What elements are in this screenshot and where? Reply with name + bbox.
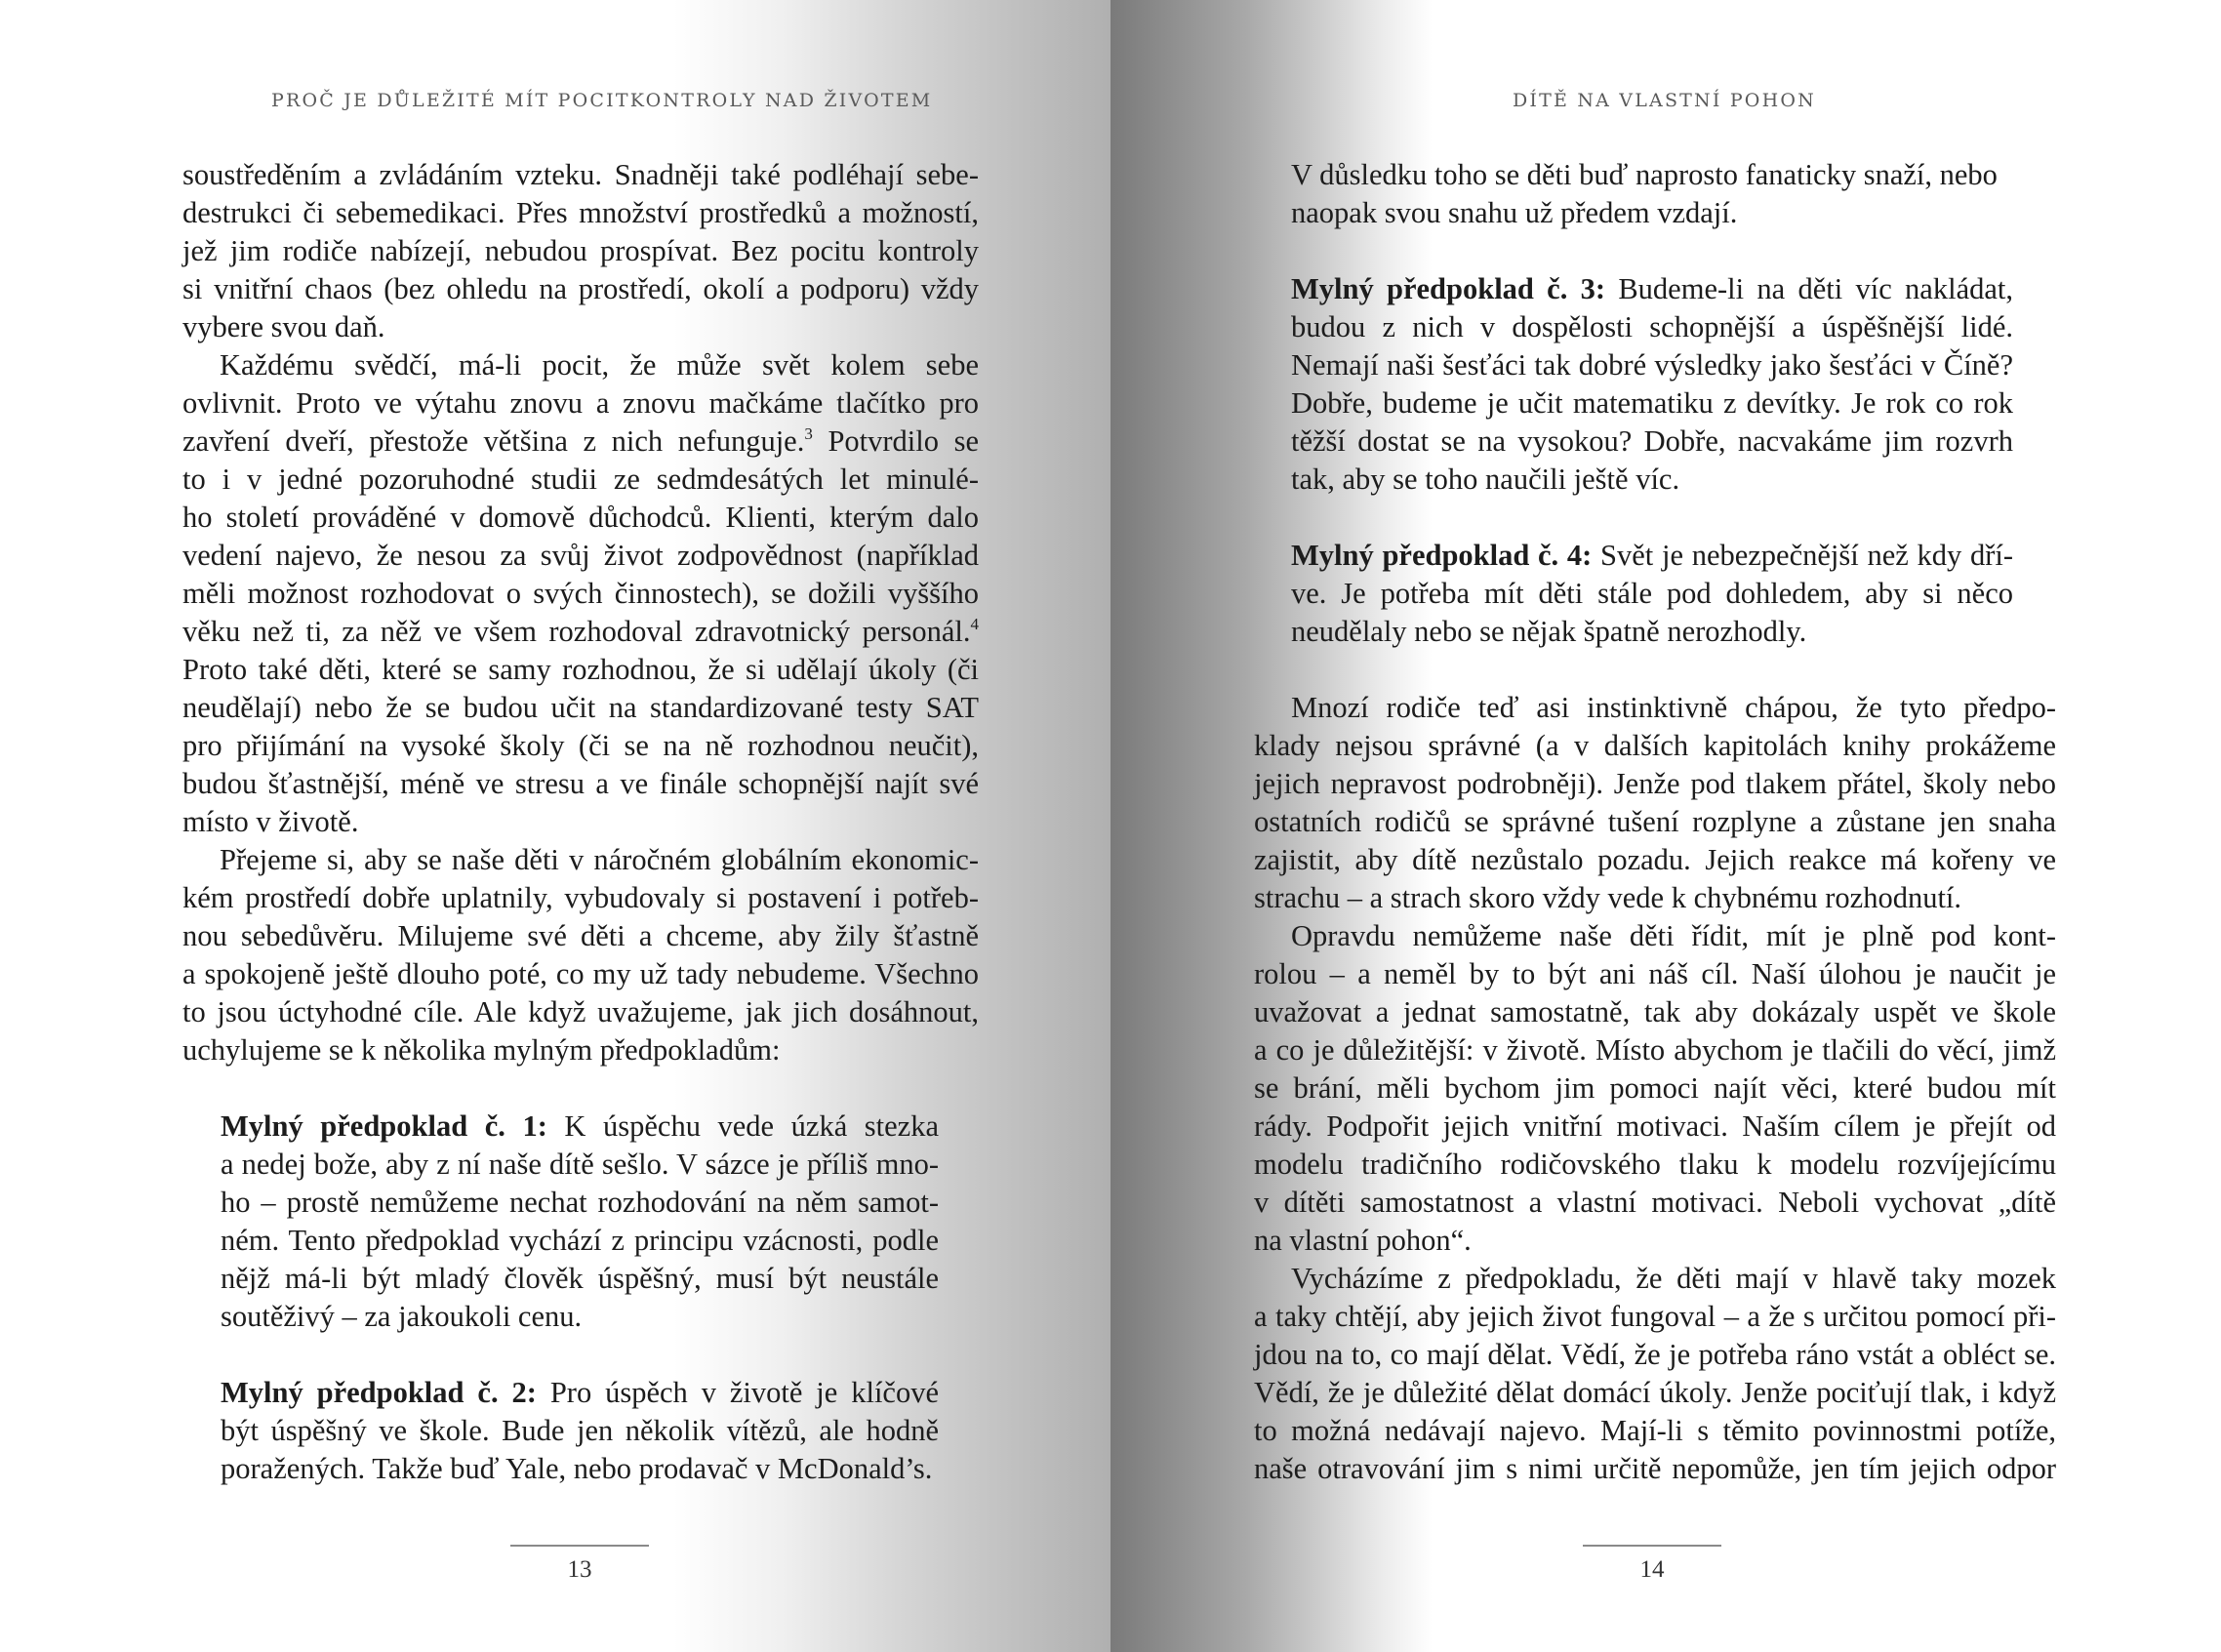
text-line: měli možnost rozhodovat o svých činnostech), se dožili vyššího <box>182 577 979 610</box>
footnote-reference[interactable]: 4 <box>970 615 979 633</box>
text-line: a co je důležitější: v životě. Místo abychom je tlačili do věcí, jimž <box>1254 1033 2056 1067</box>
fallacy-paragraph-line: Mylný předpoklad č. 2: Pro úspěch v životě je klíčové <box>221 1376 940 1409</box>
fallacy-label: Mylný předpoklad č. 4: <box>1291 539 1593 572</box>
text-line: budou šťastnější, méně ve stresu a ve finále schopnější najít své <box>182 767 979 800</box>
text-line: uchylujeme se k několika mylným předpokladům: <box>182 1033 781 1067</box>
text-line: vybere svou daň. <box>182 310 385 343</box>
text-line: jdou na to, co mají dělat. Vědí, že je potřeba ráno vstát a obléct se. <box>1254 1338 2056 1371</box>
text-line: rády. Podpořit jejich vnitřní motivaci. Naším cílem je přejít od <box>1254 1109 2056 1143</box>
text-line: modelu tradičního rodičovského tlaku k modelu rozvíjejícímu <box>1254 1148 2056 1181</box>
text-line: soutěživý – za jakoukoli cenu. <box>221 1300 583 1333</box>
text-line: uvažovat a jednat samostatně, tak aby dokázaly uspět ve škole <box>1254 995 2056 1028</box>
text-line: si vnitřní chaos (bez ohledu na prostředí, okolí a podporu) vždy <box>182 272 979 305</box>
text-line: jejich nepravost podrobněji). Jenže pod tlakem přátel, školy nebo <box>1254 767 2056 800</box>
text-line: se brání, měli bychom jim pomoci najít věci, které budou mít <box>1254 1071 2056 1105</box>
text-line: vedení najevo, že nesou za svůj život zodpovědnost (například <box>182 539 979 572</box>
fallacy-paragraph-line: Mylný předpoklad č. 3: Budeme-li na děti víc nakládat, <box>1291 272 2013 305</box>
text-line: naše otravování jim s nimi určitě nepomůže, jen tím jejich odpor <box>1254 1452 2056 1485</box>
running-head: DÍTĚ NA VLASTNÍ POHON <box>1513 90 1816 111</box>
fallacy-label: Mylný předpoklad č. 1: <box>221 1109 547 1143</box>
fallacy-paragraph-line: Mylný předpoklad č. 1: K úspěchu vede úzká stezka <box>221 1109 940 1143</box>
running-head: PROČ JE DŮLEŽITÉ MÍT POCITKONTROLY NAD ŽIVOTEM <box>271 90 933 111</box>
page-number: 14 <box>1639 1556 1665 1583</box>
fallacy-paragraph-line: Mylný předpoklad č. 4: Svět je nebezpečnější než kdy dří- <box>1291 539 2014 572</box>
text-line: ho – prostě nemůžeme nechat rozhodování na něm samot- <box>221 1186 939 1219</box>
text-line: těžší dostat se na vysokou? Dobře, nacvakáme jim rozvrh <box>1291 424 2013 458</box>
text-line: neudělaly nebo se nějak špatně nerozhodly. <box>1291 615 1807 648</box>
text-line: místo v životě. <box>182 805 359 838</box>
text-line: Dobře, budeme je učit matematiku z devítky. Je rok co rok <box>1291 386 2013 420</box>
text-line: a nedej bože, aby z ní naše dítě sešlo. V sázce je příliš mno- <box>221 1148 939 1181</box>
text-line: ho století prováděné v domově důchodců. Klienti, kterým dalo <box>182 501 979 534</box>
text-line: to i v jedné pozoruhodné studii ze sedmdesátých let minulé- <box>182 463 979 496</box>
text-line: Každému svědčí, má-li pocit, že může svět kolem sebe <box>220 348 979 382</box>
text-line: Vědí, že je důležité dělat domácí úkoly. Jenže pociťují tlak, i když <box>1254 1376 2056 1409</box>
text-line: ovlivnit. Proto ve výtahu znovu a znovu mačkáme tlačítko pro <box>182 386 979 420</box>
folio-rule <box>1583 1545 1721 1547</box>
text-line: tak, aby se toho naučili ještě víc. <box>1291 463 1680 496</box>
fallacy-label: Mylný předpoklad č. 3: <box>1291 272 1606 305</box>
text-line: poražených. Takže buď Yale, nebo prodavač v McDonald’s. <box>221 1452 933 1485</box>
text-line: Opravdu nemůžeme naše děti řídit, mít je plně pod kont- <box>1291 919 2056 952</box>
folio-rule <box>510 1545 649 1547</box>
text-line: soustředěním a zvládáním vzteku. Snadněji také podléhají sebe- <box>182 158 979 191</box>
text-line: naopak svou snahu už předem vzdají. <box>1291 196 1738 229</box>
text-line: Přejeme si, aby se naše děti v náročném globálním ekonomic- <box>220 843 979 876</box>
text-line: strachu – a strach skoro vždy vede k chybnému rozhodnutí. <box>1254 881 1962 914</box>
text-line: Proto také děti, které se samy rozhodnou, že si udělají úkoly (či <box>182 653 979 686</box>
text-line: v dítěti samostatnost a vlastní motivaci. Neboli vychovat „dítě <box>1254 1186 2056 1219</box>
text-line: na vlastní pohon“. <box>1254 1224 1472 1257</box>
page-number: 13 <box>567 1556 592 1583</box>
footnote-reference[interactable]: 3 <box>804 424 813 443</box>
text-line: rolou – a neměl by to být ani náš cíl. Naší úlohou je naučit je <box>1254 957 2056 990</box>
left-page <box>0 0 1110 1652</box>
text-line: zajistit, aby dítě nezůstalo pozadu. Jejich reakce má kořeny ve <box>1254 843 2056 876</box>
text-line: budou z nich v dospělosti schopnější a úspěšnější lidé. <box>1291 310 2013 343</box>
text-line: ném. Tento předpoklad vychází z principu vzácnosti, podle <box>221 1224 939 1257</box>
text-line: Vycházíme z předpokladu, že děti mají v hlavě taky mozek <box>1291 1262 2056 1295</box>
text-line: věku než ti, za něž ve všem rozhodoval zdravotnický personál.$^4$ <box>182 615 979 648</box>
fallacy-label: Mylný předpoklad č. 2: <box>221 1376 537 1409</box>
text-line: a taky chtějí, aby jejich život fungoval – a že s určitou pomocí při- <box>1254 1300 2056 1333</box>
text-line: klady nejsou správné (a v dalších kapitolách knihy prokážeme <box>1254 729 2056 762</box>
text-line: ostatních rodičů se správné tušení rozplyne a zůstane jen snaha <box>1254 805 2056 838</box>
text-line: Mnozí rodiče teď asi instinktivně chápou, že tyto předpo- <box>1291 691 2056 724</box>
text-line: a spokojeně ještě dlouho poté, co my už tady nebudeme. Všechno <box>182 957 979 990</box>
text-line: V důsledku toho se děti buď naprosto fanaticky snaží, nebo <box>1291 158 1998 191</box>
text-line: nou sebedůvěru. Milujeme své děti a chceme, aby žily šťastně <box>182 919 979 952</box>
text-line: pro přijímání na vysoké školy (či se na ně rozhodnou neučit), <box>182 729 979 762</box>
text-line: být úspěšný ve škole. Bude jen několik vítězů, ale hodně <box>221 1414 939 1447</box>
text-line: to možná nedávají najevo. Mají-li s těmito povinnostmi potíže, <box>1254 1414 2056 1447</box>
text-line: Nemají naši šesťáci tak dobré výsledky jako šesťáci v Číně? <box>1291 348 2013 382</box>
text-line: kém prostředí dobře uplatnily, vybudovaly si postavení i potřeb- <box>182 881 979 914</box>
text-line: zavření dveří, přestože většina z nich nefunguje.$^3$ Potvrdilo se <box>182 424 979 458</box>
text-line: nějž má-li být mladý člověk úspěšný, musí být neustále <box>221 1262 939 1295</box>
text-line: ve. Je potřeba mít děti stále pod dohledem, aby si něco <box>1291 577 2013 610</box>
text-line: jež jim rodiče nabízejí, nebudou prospívat. Bez pocitu kontroly <box>182 234 979 267</box>
text-line: to jsou úctyhodné cíle. Ale když uvažujeme, jak jich dosáhnout, <box>182 995 979 1028</box>
text-line: destrukci či sebemedikaci. Přes množství prostředků a možností, <box>182 196 979 229</box>
text-line: neudělají) nebo že se budou učit na standardizované testy SAT <box>182 691 979 724</box>
